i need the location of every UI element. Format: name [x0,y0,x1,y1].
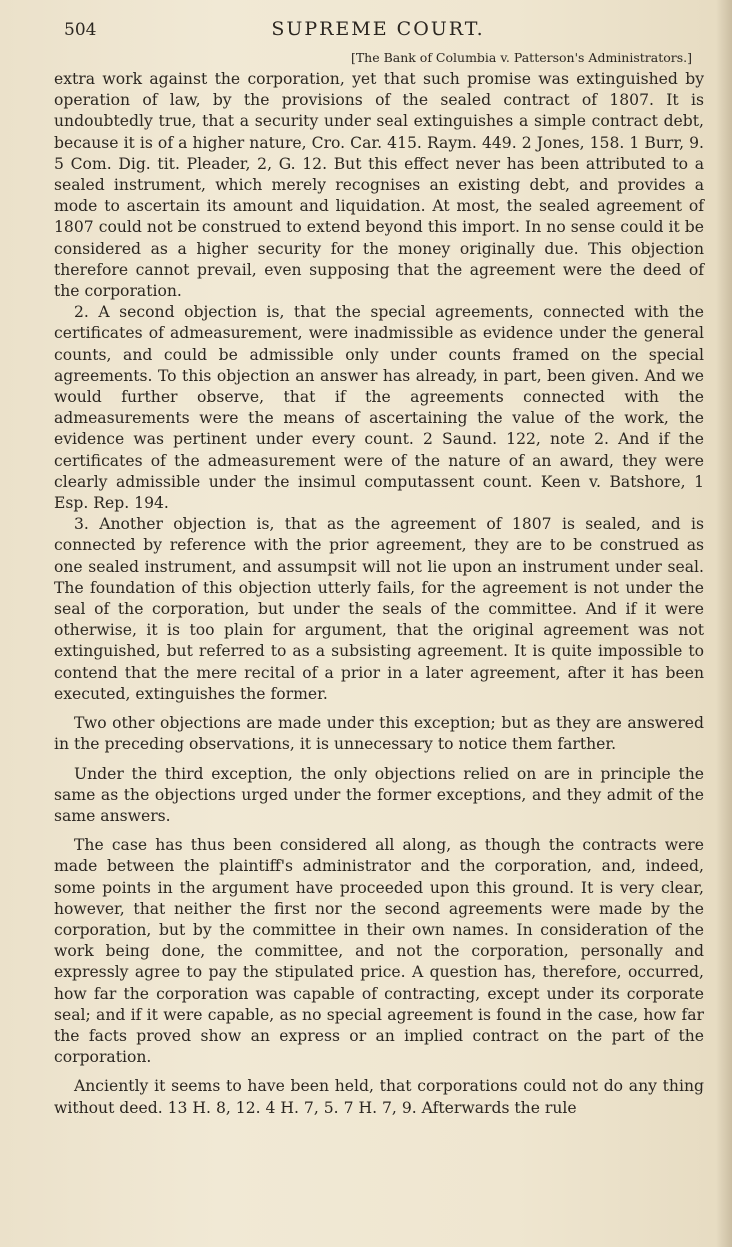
paragraph: 2. A second objection is, that the special agreements, connected with the certificates of admeasurement, were inadmissible as evidence under the general counts, and could be admissible only under counts framed on the special agreements. To this objection an answer has already, in part, been given. And we would further observe, that if the agreements connected with the admeasurements were the means of ascertaining the value of the work, the evidence was pertinent under every count. 2 Saund. 122, note 2. And if the certificates of the admeasurement were of the nature of an award, they were clearly admissible under the insimul computassent count. Keen v. Batshore, 1 Esp. Rep. 194. [54,303,704,513]
paragraph: 3. Another objection is, that as the agreement of 1807 is sealed, and is connected by reference with the prior agreement, they are to be construed as one sealed instrument, and assumpsit will not lie upon an instrument under seal. The foundation of this objection utterly fails, for the agreement is not under the seal of the corporation, but under the seals of the committee. And if it were otherwise, it is too plain for argument, that the original agreement was not extinguished, but referred to as a subsisting agreement. It is quite impossible to contend that the mere recital of a prior in a later agreement, after it has been executed, extinguishes the former. [54,515,704,703]
paragraph: Anciently it seems to have been held, that corporations could not do any thing without deed. 13 H. 8, 12. 4 H. 7, 5. 7 H. 7, 9. Afterwards the rule [54,1077,704,1117]
running-title: SUPREME COURT. [271,18,485,40]
page-header [54,14,702,44]
page-edge-shadow [716,0,732,1247]
paragraph: Two other objections are made under this exception; but as they are answered in the preceding observations, it is unnecessary to notice them farther. [54,714,704,754]
case-title: [The Bank of Columbia v. Patterson's Administrators.] [350,50,692,65]
paragraph: extra work against the corporation, yet that such promise was extinguished by operation of law, by the provisions of the sealed contract of 1807. It is undoubtedly true, that a security under seal extinguishes a simple contract debt, because it is of a higher nature, Cro. Car. 415. Raym. 449. 2 Jones, 158. 1 Burr, 9. 5 Com. Dig. tit. Pleader, 2, G. 12. But this effect never has been attributed to a sealed instrument, which merely recognises an existing debt, and provides a mode to ascertain its amount and liquidation. At most, the sealed agreement of 1807 could not be construed to extend beyond this import. In no sense could it be considered as a higher security for the money originally due. This objection therefore cannot prevail, even supposing that the agreement were the deed of the corporation. [54,70,704,301]
paragraph: The case has thus been considered all along, as though the contracts were made between the plaintiff's administrator and the corporation, and, indeed, some points in the argument have proceeded upon this ground. It is very clear, however, that neither the first nor the second agreements were made by the corporation, but by the committee in their own names. In consideration of the work being done, the committee, and not the corporation, personally and expressly agree to pay the stipulated price. A question has, therefore, occurred, how far the corporation was capable of contracting, except under its corporate seal; and if it were capable, as no special agreement is found in the case, how far the facts proved show an express or an implied contract on the part of the corporation. [54,836,704,1067]
page-body [54,69,704,1119]
paragraph: Under the third exception, the only objections relied on are in principle the same as the objections urged under the former exceptions, and they admit of the same answers. [54,764,704,825]
page-number: 504 [64,20,97,40]
